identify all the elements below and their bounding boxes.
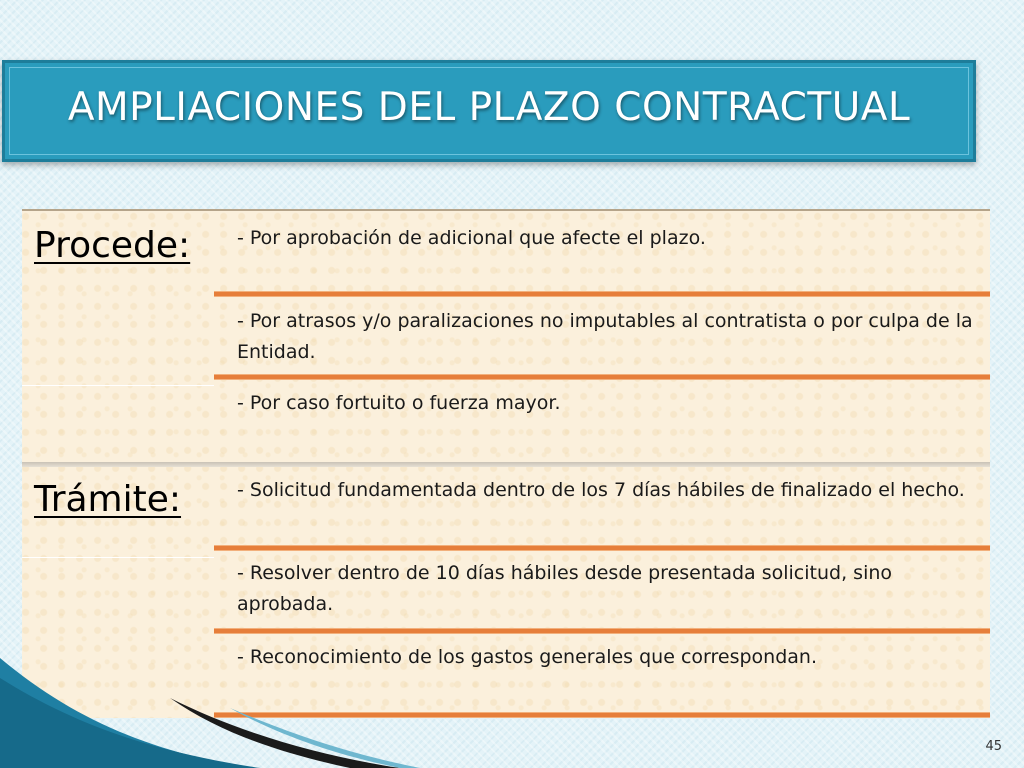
procede-item-3: - Por caso fortuito o fuerza mayor. xyxy=(237,392,561,414)
row-divider xyxy=(214,712,990,718)
tramite-item-3: - Reconocimiento de los gastos generales que correspondan. xyxy=(237,646,817,668)
title-box xyxy=(2,60,976,162)
row-divider xyxy=(214,374,990,380)
procede-item-2: - Por atrasos y/o paralizaciones no imputables al contratista o por culpa de la Entidad. xyxy=(237,310,973,363)
section-label-procede: Procede: xyxy=(34,225,191,266)
page-number: 45 xyxy=(985,739,1002,754)
left-cell-separator xyxy=(22,557,214,558)
title-inner-frame xyxy=(9,67,969,155)
row-divider xyxy=(214,291,990,297)
section-divider xyxy=(22,462,990,467)
row-divider xyxy=(214,628,990,634)
tramite-item-2: - Resolver dentro de 10 días hábiles desde presentada solicitud, sino aprobada. xyxy=(237,562,893,615)
tramite-item-1: - Solicitud fundamentada dentro de los 7 días hábiles de finalizado el hecho. xyxy=(237,479,965,501)
section-label-tramite: Trámite: xyxy=(34,479,182,520)
procede-item-1: - Por aprobación de adicional que afecte el plazo. xyxy=(237,227,706,249)
row-divider xyxy=(214,545,990,551)
left-cell-separator xyxy=(22,385,214,386)
content-table xyxy=(22,209,990,718)
slide-title: AMPLIACIONES DEL PLAZO CONTRACTUAL xyxy=(67,84,911,130)
